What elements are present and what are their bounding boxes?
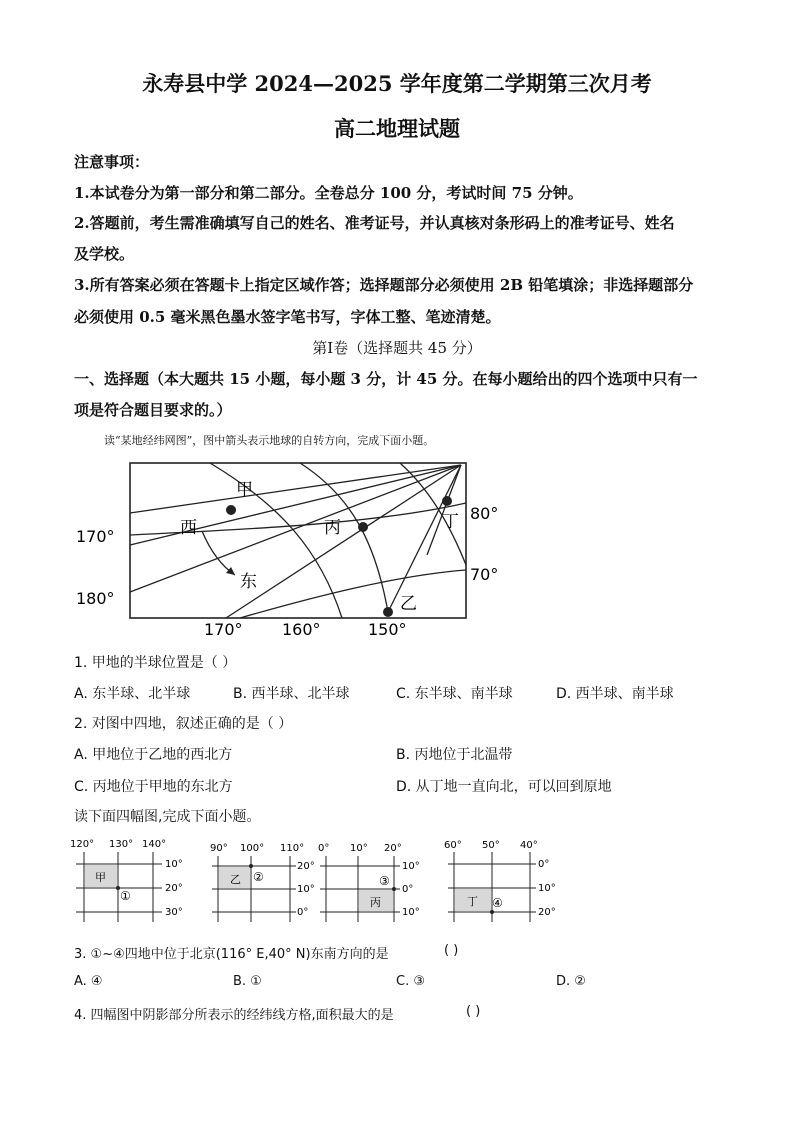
q2-option-a[interactable]: A. 甲地位于乙地的西北方 bbox=[74, 747, 233, 763]
label-bing: 丙 bbox=[324, 518, 341, 538]
q3-option-c[interactable]: C. ③ bbox=[396, 974, 425, 989]
svg-text:0°: 0° bbox=[318, 843, 330, 854]
section-instructions-line2: 项是符合题目要求的。） bbox=[74, 401, 232, 419]
svg-text:10°: 10° bbox=[165, 859, 183, 870]
q2-stem: 2. 对图中四地，叙述正确的是（ ） bbox=[74, 716, 293, 732]
q4-stem: 4. 四幅图中阴影部分所表示的经纬线方格,面积最大的是 bbox=[74, 1008, 394, 1023]
notice-heading: 注意事项： bbox=[74, 153, 150, 171]
exam-title: 永寿县中学 2024—2025 学年度第二学期第三次月考 bbox=[142, 71, 652, 96]
svg-text:10°: 10° bbox=[297, 884, 315, 895]
notice-item-1: 1.本试卷分为第一部分和第二部分。全卷总分 100 分，考试时间 75 分钟。 bbox=[74, 184, 583, 202]
map4-point: ④ bbox=[492, 896, 503, 910]
map2-place: 乙 bbox=[230, 873, 241, 886]
intro-four-maps: 读下面四幅图,完成下面小题。 bbox=[74, 809, 261, 825]
part1-heading: 第Ⅰ卷（选择题共 45 分） bbox=[312, 339, 482, 357]
svg-text:120°: 120° bbox=[70, 839, 95, 850]
map1-point: ① bbox=[120, 889, 131, 903]
label-lat-70: 70° bbox=[470, 565, 499, 584]
notice-item-3-line2: 必须使用 0.5 毫米黑色墨水签字笔书写，字体工整、笔迹清楚。 bbox=[74, 308, 501, 326]
q1-stem: 1. 甲地的半球位置是（ ） bbox=[74, 655, 237, 671]
label-lat-80: 80° bbox=[470, 504, 499, 523]
svg-text:40°: 40° bbox=[520, 840, 538, 851]
label-jia: 甲 bbox=[236, 480, 253, 500]
grid-map-4 bbox=[440, 836, 560, 926]
svg-text:20°: 20° bbox=[297, 861, 315, 872]
svg-text:10°: 10° bbox=[402, 861, 420, 872]
svg-text:10°: 10° bbox=[538, 883, 556, 894]
section-instructions-line1: 一、选择题（本大题共 15 小题，每小题 3 分，计 45 分。在每小题给出的四个选项中只有一 bbox=[74, 370, 698, 388]
notice-item-2-line2: 及学校。 bbox=[74, 245, 135, 263]
map3-place: 丙 bbox=[370, 896, 381, 909]
map3-point: ③ bbox=[379, 874, 390, 888]
q2-option-c[interactable]: C. 丙地位于甲地的东北方 bbox=[74, 779, 233, 795]
q3-option-b[interactable]: B. ① bbox=[233, 974, 262, 989]
q3-stem: 3. ①~④四地中位于北京(116° E,40° N)东南方向的是 bbox=[74, 947, 389, 962]
graticule-map bbox=[70, 455, 510, 640]
svg-text:100°: 100° bbox=[240, 843, 265, 854]
svg-text:140°: 140° bbox=[142, 839, 167, 850]
svg-text:90°: 90° bbox=[210, 843, 228, 854]
grid-map-3 bbox=[318, 836, 428, 926]
svg-text:50°: 50° bbox=[482, 840, 500, 851]
svg-text:20°: 20° bbox=[165, 883, 183, 894]
q3-option-a[interactable]: A. ④ bbox=[74, 974, 103, 989]
label-lon-150: 150° bbox=[368, 620, 407, 639]
svg-text:0°: 0° bbox=[297, 907, 309, 918]
label-lon-160: 160° bbox=[282, 620, 321, 639]
point-yi bbox=[383, 607, 393, 617]
exam-subtitle: 高二地理试题 bbox=[334, 116, 460, 141]
q1-option-c[interactable]: C. 东半球、南半球 bbox=[396, 686, 513, 702]
q3-answer-paren: ( ) bbox=[444, 943, 459, 958]
label-lat-180: 180° bbox=[76, 589, 115, 608]
notice-item-3-line1: 3.所有答案必须在答题卡上指定区域作答；选择题部分必须使用 2B 铅笔填涂；非选择题部分 bbox=[74, 276, 694, 294]
q1-option-a[interactable]: A. 东半球、北半球 bbox=[74, 686, 191, 702]
label-lon-170: 170° bbox=[204, 620, 243, 639]
label-dong: 东 bbox=[240, 572, 257, 592]
q2-option-d[interactable]: D. 从丁地一直向北，可以回到原地 bbox=[396, 779, 612, 795]
q2-option-b[interactable]: B. 丙地位于北温带 bbox=[396, 747, 513, 763]
notice-item-2-line1: 2.答题前，考生需准确填写自己的姓名、准考证号，并认真核对条形码上的准考证号、姓名 bbox=[74, 214, 675, 232]
point-ding bbox=[442, 496, 452, 506]
svg-text:130°: 130° bbox=[109, 839, 134, 850]
q1-option-d[interactable]: D. 西半球、南半球 bbox=[556, 686, 674, 702]
svg-text:110°: 110° bbox=[280, 843, 305, 854]
map4-place: 丁 bbox=[467, 895, 478, 908]
svg-text:20°: 20° bbox=[538, 907, 556, 918]
grid-map-1 bbox=[70, 836, 200, 926]
q4-answer-paren: ( ) bbox=[466, 1004, 481, 1019]
svg-text:30°: 30° bbox=[165, 907, 183, 918]
svg-text:60°: 60° bbox=[444, 840, 462, 851]
q3-option-d[interactable]: D. ② bbox=[556, 974, 586, 989]
svg-text:20°: 20° bbox=[384, 843, 402, 854]
map1-place: 甲 bbox=[95, 871, 106, 884]
label-lat-170: 170° bbox=[76, 527, 115, 546]
label-xi: 西 bbox=[180, 518, 197, 538]
q1-option-b[interactable]: B. 西半球、北半球 bbox=[233, 686, 350, 702]
svg-text:10°: 10° bbox=[350, 843, 368, 854]
svg-text:10°: 10° bbox=[402, 907, 420, 918]
grid-map-2 bbox=[208, 836, 318, 926]
map2-point: ② bbox=[253, 870, 264, 884]
point-jia bbox=[226, 505, 236, 515]
label-yi: 乙 bbox=[400, 594, 417, 614]
label-ding: 丁 bbox=[442, 512, 459, 532]
svg-text:0°: 0° bbox=[538, 859, 550, 870]
point-bing bbox=[358, 522, 368, 532]
figure1-caption: 读“某地经纬网图”，图中箭头表示地球的自转方向，完成下面小题。 bbox=[104, 434, 435, 447]
svg-text:0°: 0° bbox=[402, 884, 414, 895]
